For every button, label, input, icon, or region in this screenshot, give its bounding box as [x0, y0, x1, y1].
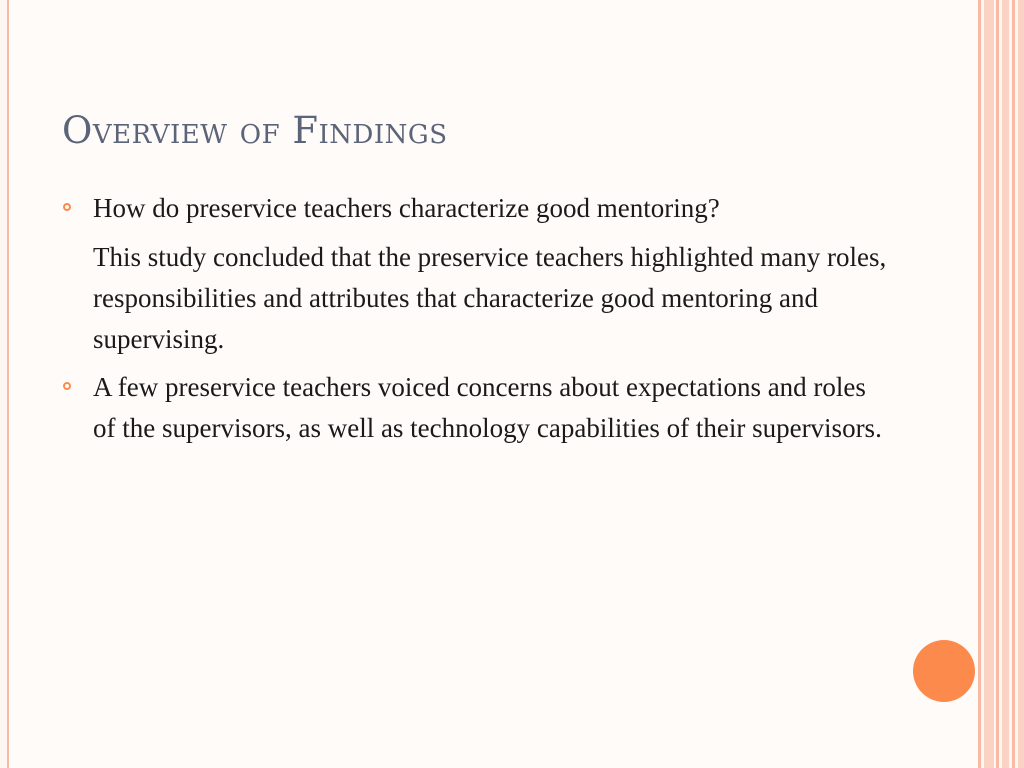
bullet-item-2 [62, 367, 892, 449]
left-border-decoration [0, 0, 9, 768]
bullet-item-1 [62, 188, 892, 229]
right-stripe-3 [996, 0, 999, 768]
open-circle-bullet-icon [63, 203, 71, 211]
right-border-decoration [978, 0, 1024, 768]
bullet-follow-paragraph-1: This study concluded that the preservice teachers highlighted many roles, responsibilities and attributes that characterize good mentoring and supervising. [93, 242, 887, 354]
orange-circle-icon [913, 640, 975, 702]
bullet-text-1: How do preservice teachers characterize good mentoring? [93, 193, 720, 223]
right-stripe-4 [1002, 0, 1009, 768]
right-stripe-5 [1012, 0, 1015, 768]
bullet-text-2: A few preservice teachers voiced concerns about expectations and roles of the supervisors, as well as technology capabilities of their supervisors. [93, 372, 882, 443]
slide-title: Overview of Findings [62, 109, 448, 152]
right-stripe-1 [978, 0, 981, 768]
right-stripe-2 [984, 0, 994, 768]
left-border-line [7, 0, 9, 768]
slide-content [62, 188, 892, 449]
open-circle-bullet-icon [63, 382, 71, 390]
right-stripe-6 [1018, 0, 1024, 768]
